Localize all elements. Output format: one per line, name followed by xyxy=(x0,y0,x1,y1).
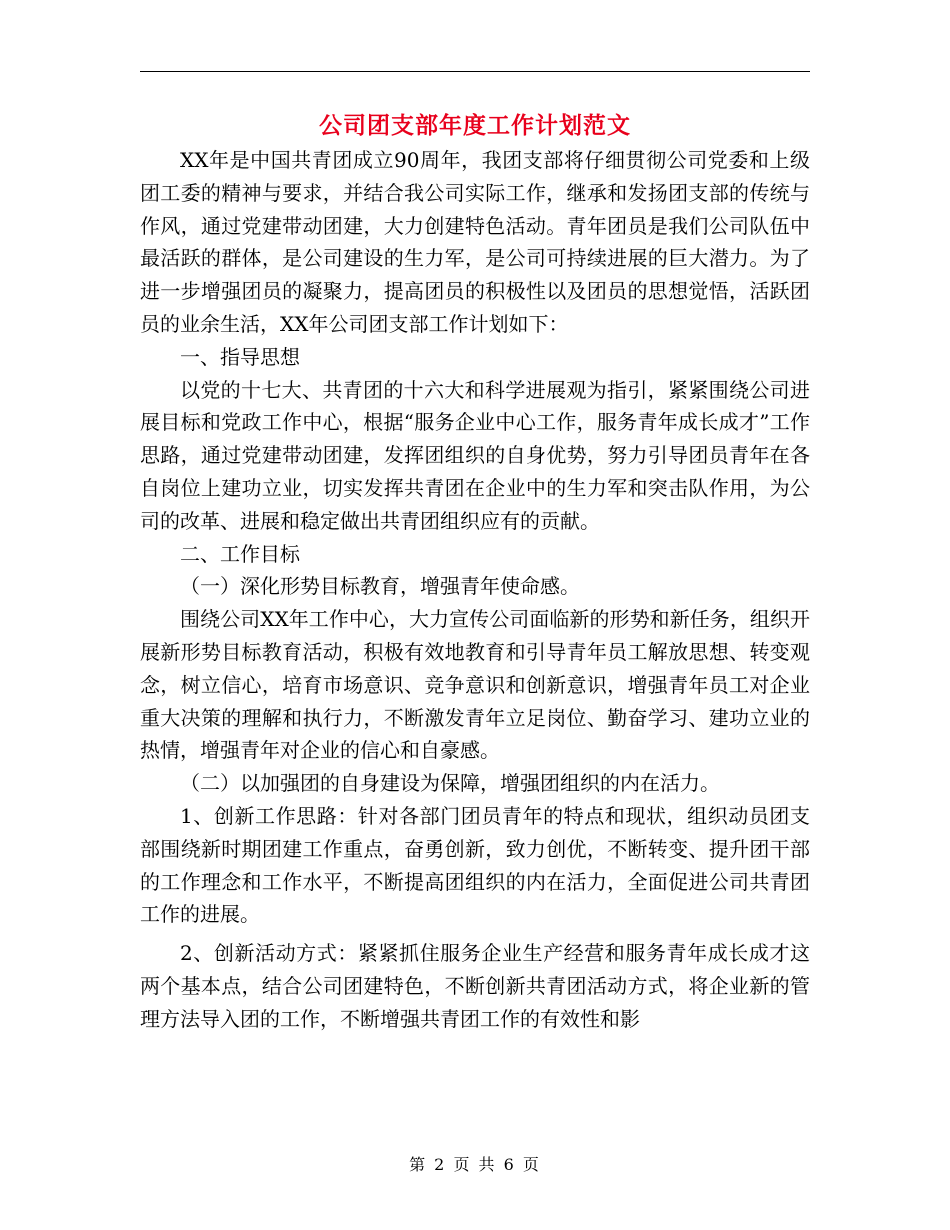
guiding-ideology-paragraph: 以党的十七大、共青团的十六大和科学进展观为指引，紧紧围绕公司进展目标和党政工作中心，根据“服务企业中心工作，服务青年成长成才”工作思路，通过党建带动团建，发挥团组织的自身优势，努力引导团员青年在各自岗位上建功立业，切实发挥共青团在企业中的生力军和突击队作用，为公司的改革、进展和稳定做出共青团组织应有的贡献。 xyxy=(140,377,810,533)
page-number: 第 2 页 共 6 页 xyxy=(409,1155,541,1174)
header-rule xyxy=(140,71,810,72)
item-innovate-activity-methods: 2、创新活动方式：紧紧抓住服务企业生产经营和服务青年成长成才这两个基本点，结合公司团建特色，不断创新共青团活动方式，将企业新的管理方法导入团的工作，不断增强共青团工作的有效性和影 xyxy=(140,941,810,1031)
subheading-goal-2: （二）以加强团的自身建设为保障，增强团组织的内在活力。 xyxy=(180,771,720,796)
item-innovate-work-ideas: 1、创新工作思路：针对各部门团员青年的特点和现状，组织动员团支部围绕新时期团建工作重点，奋勇创新，致力创优，不断转变、提升团干部的工作理念和工作水平，不断提高团组织的内在活力，全面促进公司共青团工作的进展。 xyxy=(140,803,810,927)
goal-1-paragraph: 围绕公司XX年工作中心，大力宣传公司面临新的形势和新任务，组织开展新形势目标教育活动，积极有效地教育和引导青年员工解放思想、转变观念，树立信心，培育市场意识、竞争意识和创新意识，增强青年员工对企业重大决策的理解和执行力，不断激发青年立足岗位、勤奋学习、建功立业的热情，增强青年对企业的信心和自豪感。 xyxy=(140,607,810,763)
intro-paragraph: XX年是中国共青团成立90周年，我团支部将仔细贯彻公司党委和上级团工委的精神与要求，并结合我公司实际工作，继承和发扬团支部的传统与作风，通过党建带动团建，大力创建特色活动。青年团员是我们公司队伍中最活跃的群体，是公司建设的生力军，是公司可持续进展的巨大潜力。为了进一步增强团员的凝聚力，提高团员的积极性以及团员的思想觉悟，活跃团员的业余生活，XX年公司团支部工作计划如下： xyxy=(140,148,810,336)
subheading-goal-1: （一）深化形势目标教育，增强青年使命感。 xyxy=(180,574,580,599)
document-body xyxy=(140,144,810,1036)
section-heading-guiding-ideology: 一、指导思想 xyxy=(180,344,300,369)
section-heading-work-goals: 二、工作目标 xyxy=(180,541,300,566)
document-title: 公司团支部年度工作计划范文 xyxy=(319,112,631,139)
